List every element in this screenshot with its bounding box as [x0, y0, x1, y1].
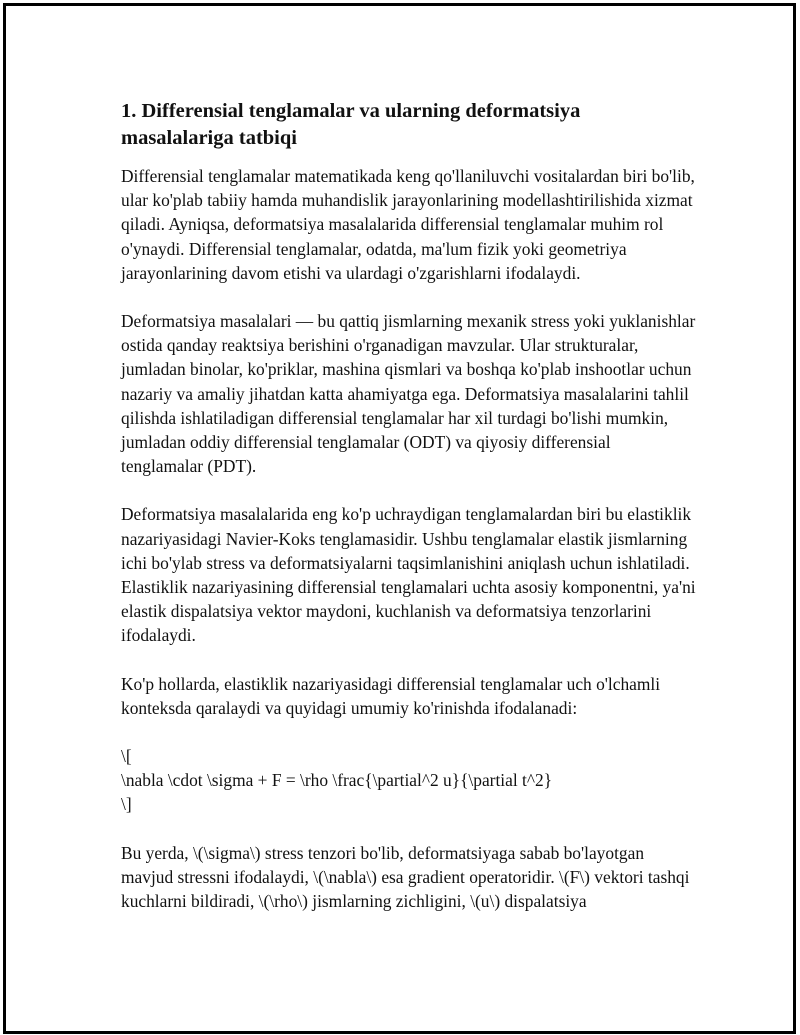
equation-body: \nabla \cdot \sigma + F = \rho \frac{\partial^2 u}{\partial t^2}: [121, 770, 553, 791]
equation-close-delimiter: \]: [121, 794, 132, 815]
equation-open-delimiter: \[: [121, 746, 132, 767]
paragraph-variable-definitions: Bu yerda, \(\sigma\) stress tenzori bo'lib, deformatsiyaga sabab bo'layotgan mavjud stressni ifodalaydi, \(\nabla\) esa gradient operatoridir. \(F\) vektori tashqi kuchlarni bildiradi, \(\rho\) jismlarning zichligini, \(u\) dispalatsiya: [121, 842, 690, 912]
section-title: 1. Differensial tenglamalar va ularning deformatsiya masalalariga tatbiqi: [121, 100, 581, 149]
paragraph-navier-equations: Deformatsiya masalalarida eng ko'p uchraydigan tenglamalardan biri bu elastiklik nazariyasidagi Navier-Koks tenglamasidir. Ushbu tenglamalar elastik jismlarning ichi bo'ylab stress va deformatsiyalarni taqsimlanishini aniqlash uchun ishlatiladi. Elastiklik nazariyasining differensial tenglamalari uchta asosiy komponentni, ya'ni elastik dispalatsiya vektor maydoni, kuchlanish va deformatsiya tenzorlarini ifodalaydi.: [121, 504, 696, 646]
paragraph-intro: Differensial tenglamalar matematikada keng qo'llaniluvchi vositalardan biri bo'lib, ular ko'plab tabiiy hamda muhandislik jarayonlarining modellashtirilishida xizmat qiladi. Ayniqsa, deformatsiya masalalarida differensial tenglamalar muhim rol o'ynaydi. Differensial tenglamalar, odatda, ma'lum fizik yoki geometriya jarayonlarining davom etishi va ulardagi o'zgarishlarni ifodalaydi.: [121, 166, 695, 283]
document-body: [121, 98, 696, 937]
equation-block: [121, 744, 696, 817]
page-frame: [3, 3, 796, 1034]
paragraph-deformation-problems: Deformatsiya masalalari — bu qattiq jismlarning mexanik stress yoki yuklanishlar ostida qanday reaktsiya berishini o'rganadigan mavzular. Ular strukturalar, jumladan binolar, ko'priklar, mashina qismlari va boshqa ko'plab inshootlar uchun nazariy va amaliy jihatdan katta ahamiyatga ega. Deformatsiya masalalarini tahlil qilishda ishlatiladigan differensial tenglamalar har xil turdagi bo'lishi mumkin, jumladan oddiy differensial tenglamalar (ODT) va qiyosiy differensial tenglamalar (PDT).: [121, 311, 696, 477]
paragraph-general-form: Ko'p hollarda, elastiklik nazariyasidagi differensial tenglamalar uch o'lchamli konteksda qaralaydi va quyidagi umumiy ko'rinishda ifodalanadi:: [121, 673, 661, 718]
